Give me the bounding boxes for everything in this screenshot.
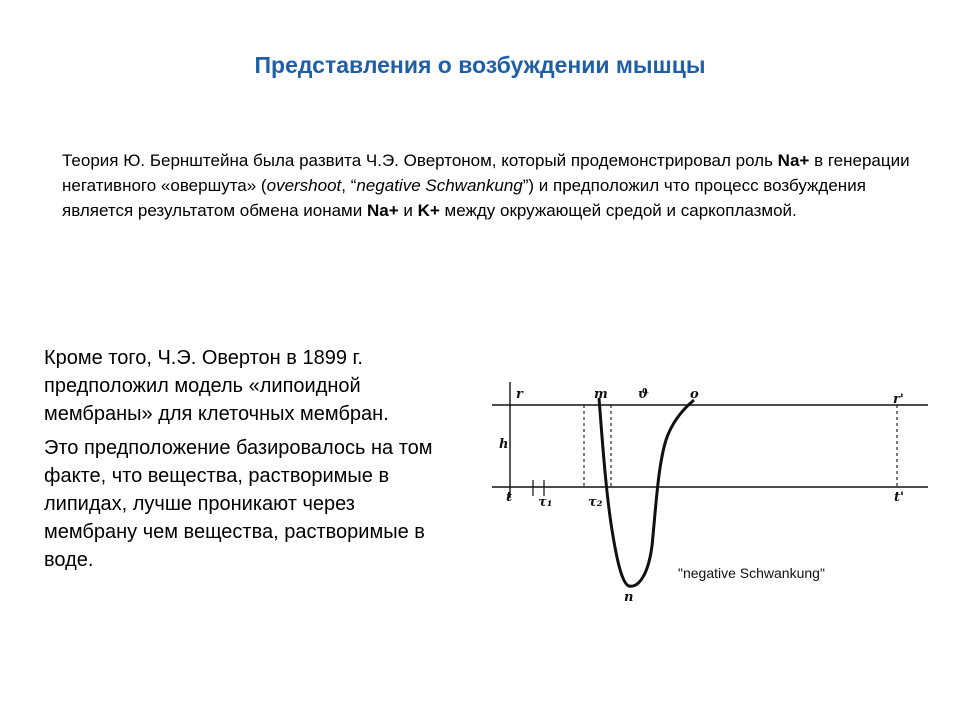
label-r: r xyxy=(516,387,523,402)
label-tau2: τ₂ xyxy=(588,495,603,510)
na-ion: Na+ xyxy=(366,201,399,220)
label-tau1: τ₁ xyxy=(538,495,553,510)
label-o: o xyxy=(690,387,699,402)
lipid-solubility-paragraph: Это предположение базировалось на том факте, что вещества, растворимые в липидах, лучше проникают через мембрану чем вещества, растворимые в воде. xyxy=(44,437,433,571)
na-ion: Na+ xyxy=(777,151,810,170)
label-h: h xyxy=(499,437,509,452)
negative-schwankung-term: negative Schwankung xyxy=(356,176,523,195)
slide-title: Представления о возбуждении мышцы xyxy=(254,52,706,78)
diagram-svg xyxy=(480,376,940,616)
lipoid-membrane-text xyxy=(44,344,444,580)
intro-paragraph: Теория Ю. Бернштейна была развита Ч.Э. Овертоном, который продемонстрировал роль Na+ в генерации негативного «овершута» (overshoot, “negative Schwankung”) и предположил что процесс возбуждения является результатом обмена ионами Na+ и K+ между окружающей средой и саркоплазмой. xyxy=(62,151,910,220)
label-t-prime: t' xyxy=(894,490,904,505)
overton-model-paragraph: Кроме того, Ч.Э. Овертон в 1899 г. предположил модель «липоидной мембраны» для клеточных мембран. xyxy=(44,347,389,425)
negative-schwankung-curve xyxy=(599,398,694,586)
label-t: t xyxy=(506,490,513,505)
label-n: n xyxy=(624,590,634,605)
label-m: m xyxy=(594,387,608,402)
overshoot-term: overshoot xyxy=(266,176,342,195)
negative-schwankung-caption: "negative Schwankung" xyxy=(678,565,825,581)
label-theta: ϑ xyxy=(638,387,650,402)
k-ion: K+ xyxy=(417,201,440,220)
label-r-prime: r' xyxy=(893,392,904,407)
action-potential-diagram xyxy=(480,376,940,616)
